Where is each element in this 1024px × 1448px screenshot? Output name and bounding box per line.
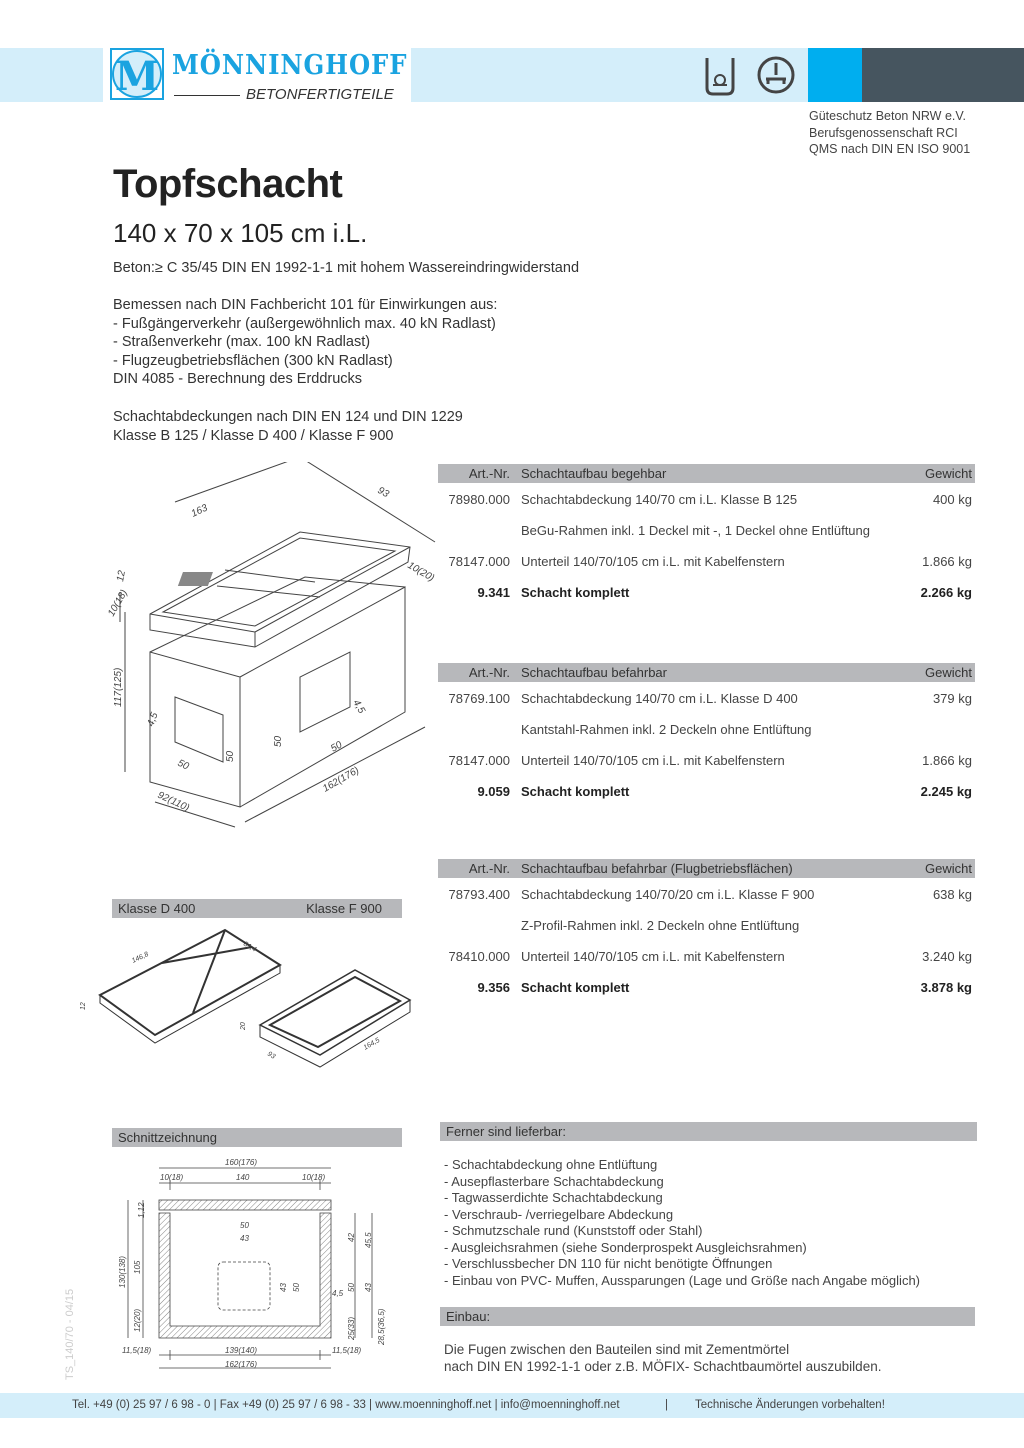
- shaft-isometric-drawing: [105, 462, 440, 832]
- text-line: Bemessen nach DIN Fachbericht 101 für Einwirkungen aus:: [113, 297, 498, 313]
- einbau-text: [444, 1342, 881, 1375]
- art-nr: 9.341: [477, 585, 510, 600]
- accent-block: [808, 48, 863, 102]
- section-bar: Schnittzeichnung: [112, 1128, 402, 1147]
- dim-label: 43: [240, 1234, 249, 1243]
- text-line: - Flugzeugbetriebsflächen (300 kN Radlast): [113, 352, 393, 369]
- dim-label: 81,4: [242, 940, 258, 954]
- dim-label: 163: [189, 502, 210, 520]
- table-flugbetrieb: [438, 859, 975, 1002]
- description: Schachtabdeckung 140/70 cm i.L. Klasse B 125: [521, 492, 798, 507]
- table-row: [438, 940, 975, 971]
- dim-label: 28,5(36,5): [377, 1308, 386, 1345]
- table-row: [438, 713, 975, 744]
- dim-label: 11,5(18): [332, 1346, 362, 1355]
- list-item: - Verschraub- /verriegelbare Abdeckung: [444, 1206, 674, 1222]
- dim-label: 1,12: [137, 1202, 146, 1218]
- weight: 2.245 kg: [920, 784, 972, 799]
- dim-label: 10(20): [405, 560, 437, 585]
- col-aufbau: Schachtaufbau befahrbar (Flugbetriebsflächen): [521, 861, 793, 876]
- dim-label: 20: [240, 1022, 247, 1030]
- dim-label: 10(18): [302, 1173, 326, 1182]
- dim-label: 50: [240, 1221, 249, 1230]
- page-subtitle: 140 x 70 x 105 cm i.L.: [113, 218, 368, 248]
- col-gewicht: Gewicht: [925, 665, 972, 680]
- dim-label: 93: [375, 485, 391, 501]
- art-nr: 78147.000: [448, 554, 510, 569]
- table-row: [438, 682, 975, 713]
- description: Unterteil 140/70/105 cm i.L. mit Kabelfenstern: [521, 554, 785, 569]
- logo-letter: M: [114, 53, 160, 100]
- table-row: [438, 744, 975, 775]
- col-aufbau: Schachtaufbau befahrbar: [521, 665, 667, 680]
- section-drawing: [110, 1150, 405, 1375]
- dim-label: 43: [364, 1283, 373, 1292]
- dim-label: 50: [347, 1283, 356, 1292]
- weight: 2.266 kg: [920, 585, 972, 600]
- text-line: nach DIN EN 1992-1-1 oder z.B. MÖFIX- Schachtbaumörtel auszubilden.: [444, 1358, 882, 1374]
- cover-classes-bar: [112, 899, 402, 918]
- table-row: [438, 971, 975, 1002]
- table-row: [438, 878, 975, 909]
- col-artnr: Art.-Nr.: [468, 861, 510, 876]
- dim-label: 140: [236, 1173, 250, 1182]
- list-item: - Schachtabdeckung ohne Entlüftung: [444, 1157, 658, 1172]
- load-class-icon: [756, 55, 796, 95]
- dim-label: 12: [80, 1002, 87, 1010]
- dim-label: 4,5: [350, 698, 367, 716]
- description: Unterteil 140/70/105 cm i.L. mit Kabelfenstern: [521, 949, 785, 964]
- weight: 638 kg: [932, 887, 972, 902]
- text-line: Schachtabdeckungen nach DIN EN 124 und DIN 1229: [113, 409, 463, 425]
- cover-class-d400: Klasse D 400: [118, 901, 196, 916]
- list-item: - Tagwasserdichte Schachtabdeckung: [444, 1190, 663, 1205]
- art-nr: 78793.400: [448, 887, 510, 902]
- art-nr: 9.356: [477, 980, 510, 995]
- description: Schacht komplett: [521, 585, 630, 600]
- table-begehbar: [438, 464, 975, 607]
- art-nr: 78410.000: [448, 949, 510, 964]
- cover-drawings: [75, 925, 435, 1085]
- cert-line: Berufsgenossenschaft RCI: [809, 125, 958, 140]
- dim-label: 117(125): [113, 667, 124, 707]
- description: Z-Profil-Rahmen inkl. 2 Deckeln ohne Entlüftung: [521, 918, 800, 933]
- brand-name: MÖNNINGHOFF: [172, 50, 408, 81]
- footer: [0, 1393, 1024, 1418]
- dark-block: [862, 48, 1024, 102]
- ferner-bar: Ferner sind lieferbar:: [440, 1122, 977, 1141]
- list-item: - Verschlussbecher DN 110 für nicht benötigte Öffnungen: [444, 1256, 773, 1271]
- table-header: [438, 464, 975, 483]
- table-row: [438, 514, 975, 545]
- dim-label: 130(138): [118, 1255, 127, 1288]
- brand-subtitle: BETONFERTIGTEILE: [246, 86, 394, 103]
- col-artnr: Art.-Nr.: [468, 665, 510, 680]
- dim-label: 50: [175, 757, 191, 773]
- weight: 3.878 kg: [920, 980, 972, 995]
- footer-note: Technische Änderungen vorbehalten!: [695, 1399, 885, 1411]
- dim-label: 42: [347, 1233, 356, 1242]
- page-title: Topfschacht: [113, 162, 343, 206]
- abdeckungen-block: [113, 408, 463, 445]
- dim-label: 93: [266, 1050, 277, 1061]
- dim-label: 50: [329, 739, 345, 755]
- footer-contact: Tel. +49 (0) 25 97 / 6 98 - 0 | Fax +49 (0) 25 97 / 6 98 - 33 | www.moenninghoff.net | info@moenninghoff.net: [72, 1399, 620, 1411]
- art-nr: 9.059: [477, 784, 510, 799]
- table-befahrbar: [438, 663, 975, 806]
- document-code: TS_140/70 - 04/15: [64, 1288, 76, 1380]
- table-row: [438, 909, 975, 940]
- description: Schacht komplett: [521, 784, 630, 799]
- cert-line: QMS nach DIN EN ISO 9001: [809, 142, 971, 156]
- divider: [174, 95, 240, 96]
- dim-label: 12: [115, 569, 128, 583]
- dim-label: 146,8: [130, 951, 150, 965]
- text-line: - Fußgängerverkehr (außergewöhnlich max. 40 kN Radlast): [113, 315, 496, 332]
- col-gewicht: Gewicht: [925, 861, 972, 876]
- dim-label: 162(176): [225, 1360, 258, 1369]
- description: BeGu-Rahmen inkl. 1 Deckel mit -, 1 Deckel ohne Entlüftung: [521, 523, 871, 538]
- description: Kantstahl-Rahmen inkl. 2 Deckeln ohne Entlüftung: [521, 722, 812, 737]
- text-line: DIN 4085 - Berechnung des Erddrucks: [113, 371, 363, 387]
- description: Unterteil 140/70/105 cm i.L. mit Kabelfenstern: [521, 753, 785, 768]
- col-artnr: Art.-Nr.: [468, 466, 510, 481]
- description: Schachtabdeckung 140/70 cm i.L. Klasse D 400: [521, 691, 798, 706]
- dim-label: 50: [273, 735, 284, 747]
- dim-label: 105: [133, 1260, 142, 1274]
- description: Schacht komplett: [521, 980, 630, 995]
- text-line: Klasse B 125 / Klasse D 400 / Klasse F 900: [113, 427, 394, 444]
- weight: 379 kg: [932, 691, 972, 706]
- certifications: [809, 108, 970, 158]
- weight: 400 kg: [932, 492, 972, 507]
- bemessen-block: [113, 296, 497, 389]
- dim-label: 10(18): [160, 1173, 184, 1182]
- dim-label: 162(176): [321, 765, 362, 795]
- table-row: [438, 483, 975, 514]
- text-line: Die Fugen zwischen den Bauteilen sind mit Zementmörtel: [444, 1342, 790, 1357]
- dim-label: 50: [292, 1283, 301, 1292]
- text-line: - Straßenverkehr (max. 100 kN Radlast): [113, 334, 371, 350]
- list-item: - Schmutzschale rund (Kunststoff oder Stahl): [444, 1223, 703, 1238]
- table-row: [438, 576, 975, 607]
- beton-spec: Beton:≥ C 35/45 DIN EN 1992-1-1 mit hohem Wassereindringwiderstand: [113, 260, 580, 276]
- dim-label: 4,5: [332, 1289, 344, 1298]
- dim-label: 10(18): [106, 587, 131, 619]
- dim-label: 164,5: [362, 1036, 382, 1052]
- einbau-bar: Einbau:: [440, 1307, 975, 1326]
- list-item: - Ausgleichsrahmen (siehe Sonderprospekt Ausgleichsrahmen): [444, 1239, 807, 1255]
- dim-label: 139(140): [225, 1346, 258, 1355]
- dim-label: 50: [225, 750, 236, 762]
- art-nr: 78769.100: [448, 691, 510, 706]
- dim-label: 160(176): [225, 1158, 258, 1167]
- weight: 3.240 kg: [922, 949, 972, 964]
- weight: 1.866 kg: [922, 554, 972, 569]
- dim-label: 25(33): [347, 1316, 356, 1340]
- table-header: [438, 663, 975, 682]
- art-nr: 78147.000: [448, 753, 510, 768]
- col-gewicht: Gewicht: [925, 466, 972, 481]
- description: Schachtabdeckung 140/70/20 cm i.L. Klasse F 900: [521, 887, 815, 902]
- water-basin-icon: [703, 56, 737, 96]
- col-aufbau: Schachtaufbau begehbar: [521, 466, 667, 481]
- cert-line: Güteschutz Beton NRW e.V.: [809, 109, 967, 123]
- list-item: - Ausepflasterbare Schachtabdeckung: [444, 1173, 664, 1189]
- footer-separator: |: [665, 1399, 668, 1411]
- table-header: [438, 859, 975, 878]
- dim-label: 11,5(18): [122, 1346, 152, 1355]
- art-nr: 78980.000: [448, 492, 510, 507]
- dim-label: 4,5: [145, 711, 161, 729]
- table-row: [438, 545, 975, 576]
- dim-label: 43: [279, 1283, 288, 1292]
- weight: 1.866 kg: [922, 753, 972, 768]
- dim-label: 45,5: [364, 1232, 373, 1248]
- ferner-list: [444, 1157, 920, 1289]
- logo-mark-icon: [109, 46, 167, 102]
- list-item: - Einbau von PVC- Muffen, Aussparungen (Lage und Größe nach Angabe möglich): [444, 1272, 920, 1288]
- dim-label: 92(110): [155, 789, 191, 814]
- cover-class-f900: Klasse F 900: [306, 901, 382, 916]
- table-row: [438, 775, 975, 806]
- dim-label: 12(20): [133, 1308, 142, 1332]
